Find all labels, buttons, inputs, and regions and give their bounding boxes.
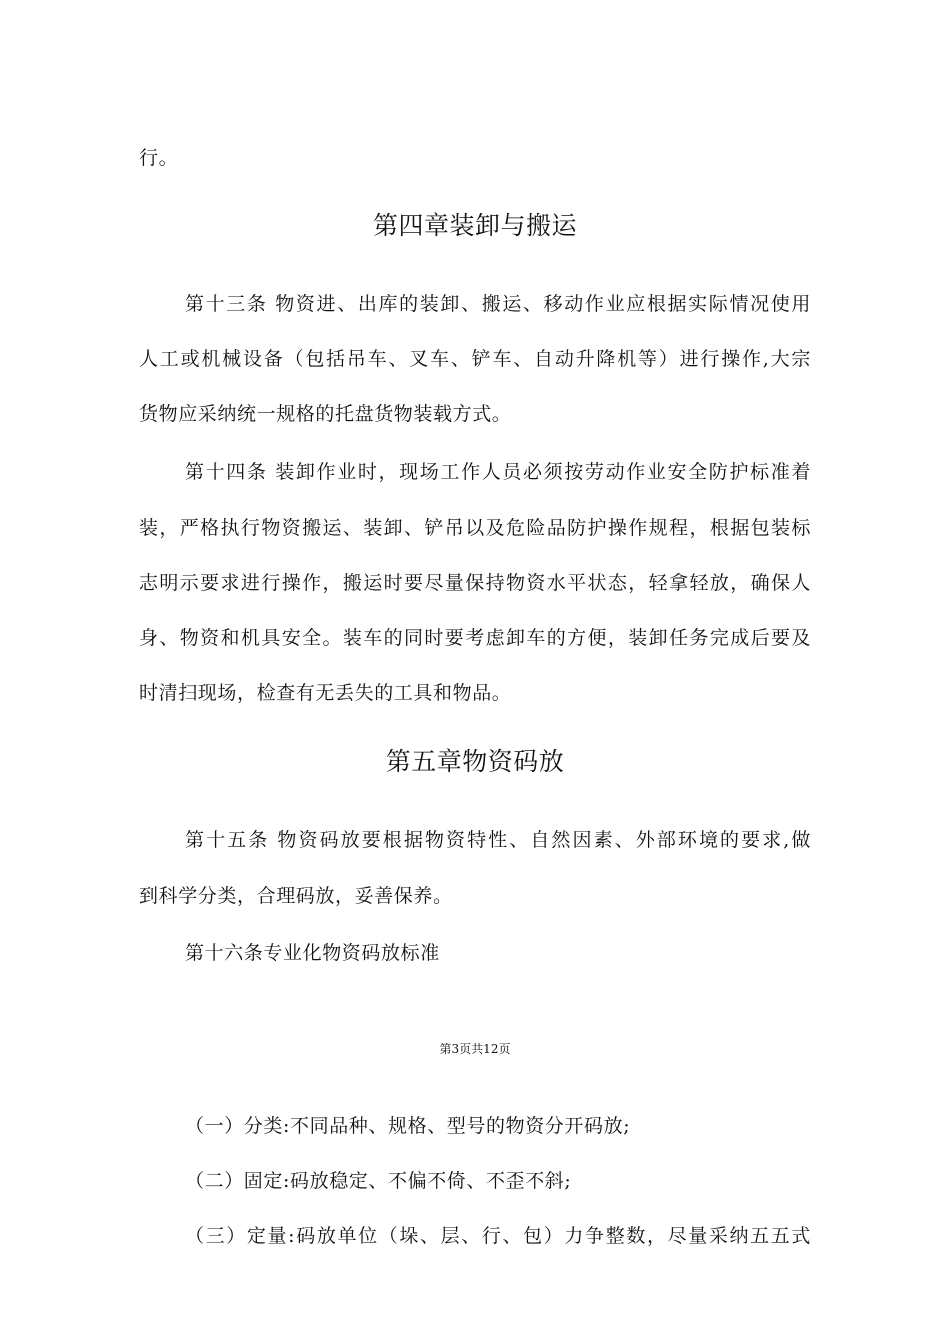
article-16-line: 第十六条专业化物资码放标准 [185, 942, 440, 964]
list-item-3: （三）定量:码放单位（垛、层、行、包）力争整数，尽量采纳五五式 [185, 1225, 811, 1247]
article-13-line-2: 人工或机械设备（包括吊车、叉车、铲车、自动升降机等）进行操作,大宗 [139, 348, 811, 370]
list-item-2: （二）固定:码放稳定、不偏不倚、不歪不斜; [185, 1170, 572, 1192]
article-14-line-3: 志明示要求进行操作，搬运时要尽量保持物资水平状态，轻拿轻放，确保人 [139, 572, 811, 594]
article-14-line-1: 第十四条 装卸作业时，现场工作人员必须按劳动作业安全防护标准着 [185, 461, 811, 483]
chapter-5-heading: 第五章物资码放 [385, 747, 565, 776]
page-footer: 第3页共12页 [439, 1042, 511, 1056]
article-14-line-5: 时清扫现场，检查有无丢失的工具和物品。 [139, 682, 512, 704]
article-14-line-2: 装，严格执行物资搬运、装卸、铲吊以及危险品防护操作规程，根据包装标 [139, 517, 811, 539]
article-13-line-3: 货物应采纳统一规格的托盘货物装载方式。 [139, 403, 512, 425]
carry-over-line: 行。 [139, 147, 179, 169]
article-14-line-4: 身、物资和机具安全。装车的同时要考虑卸车的方便，装卸任务完成后要及 [139, 627, 811, 649]
article-15-line-2: 到科学分类，合理码放，妥善保养。 [139, 885, 453, 907]
chapter-4-heading: 第四章装卸与搬运 [372, 211, 577, 240]
article-15-line-1: 第十五条 物资码放要根据物资特性、自然因素、外部环境的要求,做 [185, 829, 811, 851]
article-13-line-1: 第十三条 物资进、出库的装卸、搬运、移动作业应根据实际情况使用 [185, 293, 811, 315]
list-item-1: （一）分类:不同品种、规格、型号的物资分开码放; [185, 1115, 631, 1137]
